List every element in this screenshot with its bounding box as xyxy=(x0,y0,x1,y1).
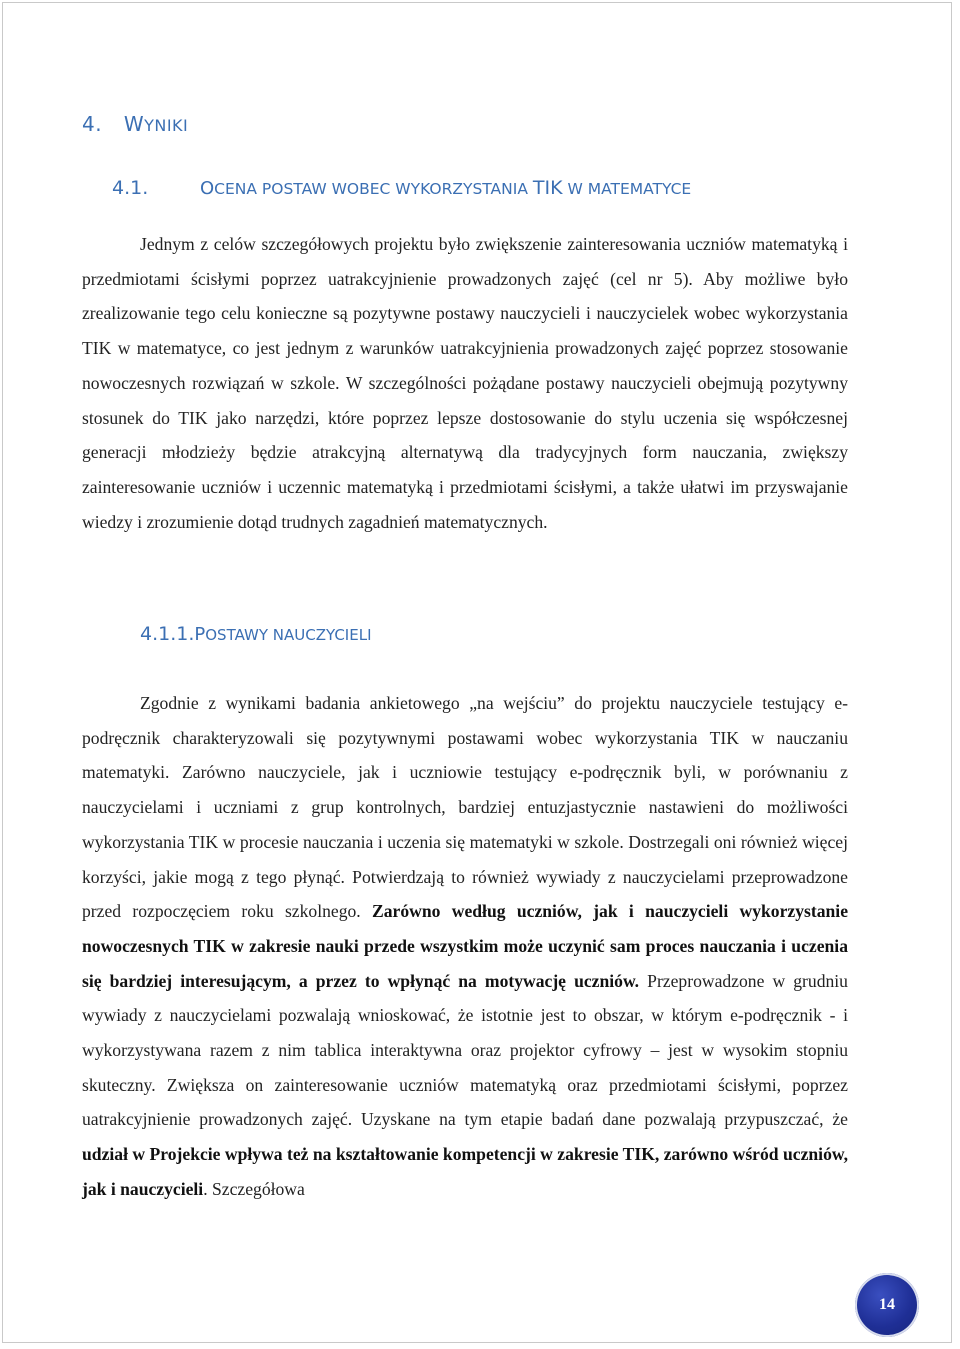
paragraph-intro xyxy=(82,227,848,539)
page-number-badge xyxy=(855,1273,919,1337)
paragraph-teachers-part1: Zgodnie z wynikami badania ankietowego „na wejściu” do projektu nauczyciele testujący e-podręcznik charakteryzowali się pozytywnymi postawami wobec wykorzystania TIK w nauczaniu matematyki. Zarówno nauczyciele, jak i uczniowie testujący e-podręcznik byli, w porównaniu z nauczycielami i uczniami z grup kontrolnych, bardziej entuzjastycznie nastawieni do możliwości wykorzystania TIK w procesie nauczania i uczenia się matematyki w szkole. Dostrzegali oni również więcej korzyści, jakie mogą z tego płynąć. Potwierdzają to również wywiady z nauczycielami przeprowadzone przed rozpoczęciem roku szkolnego. xyxy=(82,693,848,922)
paragraph-teachers-bold2: udział w Projekcie wpływa też na kształtowanie kompetencji w zakresie TIK, zarówno wśród uczniów, jak i nauczycieli xyxy=(82,1144,848,1199)
subsection-title-initial: O xyxy=(200,178,215,199)
subsubsection-number: 4.1.1. xyxy=(140,623,195,645)
subsubsection-title-initial: P xyxy=(194,624,206,645)
paragraph-teachers-bold1: Zarówno według uczniów, jak i nauczycieli wykorzystanie nowoczesnych TIK w zakresie nauki przede wszystkim może uczynić sam proces nauczania i uczenia się bardziej interesującym, a przez to wpłynąć na motywację uczniów. xyxy=(82,901,849,991)
subsubsection-heading xyxy=(140,623,372,646)
subsection-number: 4.1. xyxy=(112,177,149,199)
section-heading xyxy=(82,112,188,136)
paragraph-intro-text: Jednym z celów szczegółowych projektu było zwiększenie zainteresowania uczniów matematyką i przedmiotami ścisłymi poprzez uatrakcyjnienie prowadzonych zajęć (cel nr 5). Aby możliwe było zrealizowanie tego celu konieczne są pozytywne postawy nauczycieli i nauczycielek wobec wykorzystania TIK w matematyce, co jest jednym z warunków uatrakcyjnienia prowadzonych zajęć poprzez stosowanie nowoczesnych rozwiązań w szkole. W szczególności pożądane postawy nauczycieli obejmują pozytywny stosunek do TIK jako narzędzi, które poprzez lepsze dostosowanie do stylu uczenia się współczesnej generacji młodzieży będzie atrakcyjną alternatywą dla tradycyjnych form nauczania, zwiększy zainteresowanie uczniów i uczennic matematyką i przedmiotami ścisłymi, a także ułatwi im przyswajanie wiedzy i zrozumienie dotąd trudnych zagadnień matematycznych. xyxy=(82,234,848,532)
subsection-title-part: CENA POSTAW WOBEC WYKORZYSTANIA xyxy=(214,180,533,198)
section-title-rest: YNIKI xyxy=(144,116,189,135)
paragraph-teachers-part2: Przeprowadzone w grudniu wywiady z nauczycielami pozwalają wnioskować, że istotnie jest to obszar, w którym e-podręcznik - i wykorzystywana razem z nim tablica interaktywna oraz projektor cyfrowy – jest w wysokim stopniu skuteczny. Zwiększa on zainteresowanie uczniów matematyką oraz przedmiotami ścisłymi, poprzez uatrakcyjnienie prowadzonych zajęć. Uzyskane na tym etapie badań dane pozwalają przypuszczać, że xyxy=(82,970,848,1130)
paragraph-teachers xyxy=(82,686,848,1207)
subsubsection-title-rest: OSTAWY NAUCZYCIELI xyxy=(205,626,372,644)
paragraph-teachers-text xyxy=(82,686,848,1207)
page-number: 14 xyxy=(879,1296,895,1313)
subsection-title-end: W MATEMATYCE xyxy=(562,180,692,198)
paragraph-teachers-part3: . Szczegółowa xyxy=(203,1178,305,1199)
section-title-initial: W xyxy=(123,112,145,136)
section-number: 4. xyxy=(82,112,103,136)
subsection-title-tik: TIK xyxy=(532,177,563,199)
subsection-heading xyxy=(112,177,691,200)
